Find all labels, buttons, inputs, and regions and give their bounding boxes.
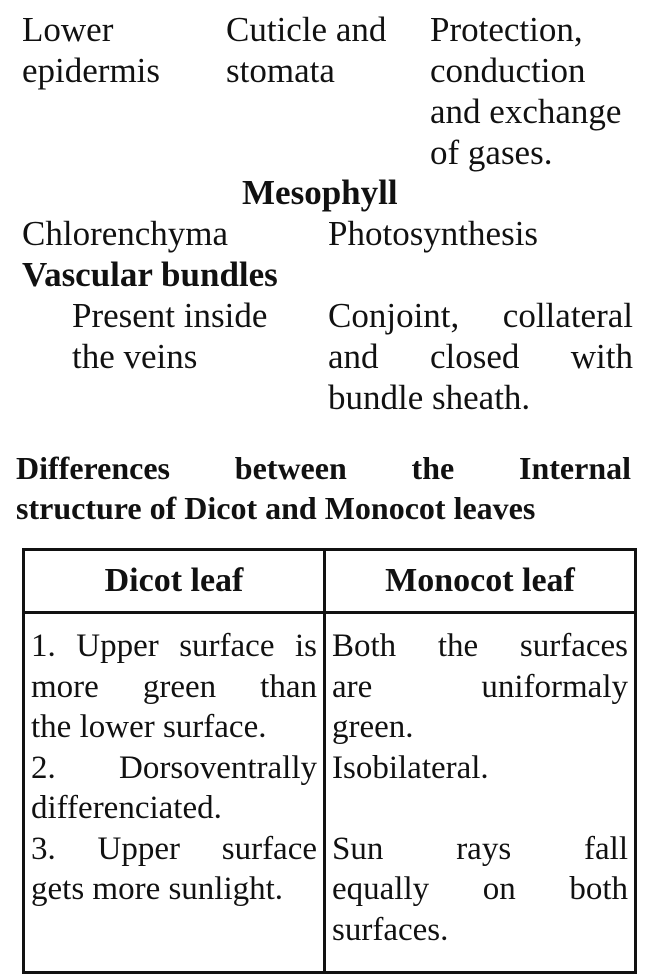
text-line: stomata	[226, 51, 335, 90]
table-row	[24, 613, 636, 973]
dicot-cell	[24, 613, 325, 973]
text-line: Isobilateral.	[332, 749, 489, 786]
vascular-part	[72, 295, 267, 377]
text-line: gets more sunlight.	[31, 871, 284, 907]
text-line: Present inside	[72, 296, 268, 335]
table-header-row	[24, 550, 636, 613]
text-line: 2. Dorsoventrally	[31, 749, 317, 786]
text-line: surfaces.	[332, 911, 449, 948]
lower-epidermis-function	[430, 9, 633, 173]
spacer	[332, 788, 628, 829]
vascular-bundles-heading: Vascular bundles	[22, 255, 278, 294]
lower-epidermis-structure	[226, 9, 386, 91]
text-line: and exchange	[430, 92, 622, 131]
text-line: Conjoint, collateral	[328, 296, 633, 335]
text-line: bundle sheath.	[328, 378, 531, 417]
chlorenchyma-part: Chlorenchyma	[22, 214, 229, 253]
text-line: Protection,	[430, 10, 583, 49]
text-line: epidermis	[22, 51, 161, 90]
text-line: equally on both	[332, 871, 628, 907]
mesophyll-heading: Mesophyll	[242, 173, 398, 212]
heading-line: structure of Dicot and Monocot leaves	[16, 490, 536, 526]
differences-heading	[16, 448, 631, 528]
text-line: the veins	[72, 337, 198, 376]
text-line: of gases.	[430, 133, 553, 172]
text-line: the lower surface.	[31, 709, 267, 745]
text-line: and closed with	[328, 337, 633, 376]
text-line: 1. Upper surface is	[31, 628, 317, 664]
comparison-table	[22, 548, 637, 974]
chlorenchyma-function: Photosynthesis	[328, 214, 539, 253]
text-line: are uniformaly	[332, 668, 628, 705]
heading-line: Differences between the Internal	[16, 450, 631, 486]
monocot-column-header: Monocot leaf	[325, 550, 636, 613]
text-line: Lower	[22, 10, 114, 49]
text-line: more green than	[31, 668, 317, 705]
text-line: green.	[332, 709, 414, 745]
text-line: 3. Upper surface	[31, 830, 317, 867]
text-line: Cuticle and	[226, 10, 387, 49]
dicot-column-header: Dicot leaf	[24, 550, 325, 613]
text-line: Sun rays fall	[332, 830, 628, 867]
text-line: differenciated.	[31, 790, 222, 826]
vascular-function	[328, 295, 633, 418]
text-line: conduction	[430, 51, 586, 90]
text-line: Both the surfaces	[332, 628, 628, 664]
monocot-cell	[325, 613, 636, 973]
lower-epidermis-part	[22, 9, 160, 91]
